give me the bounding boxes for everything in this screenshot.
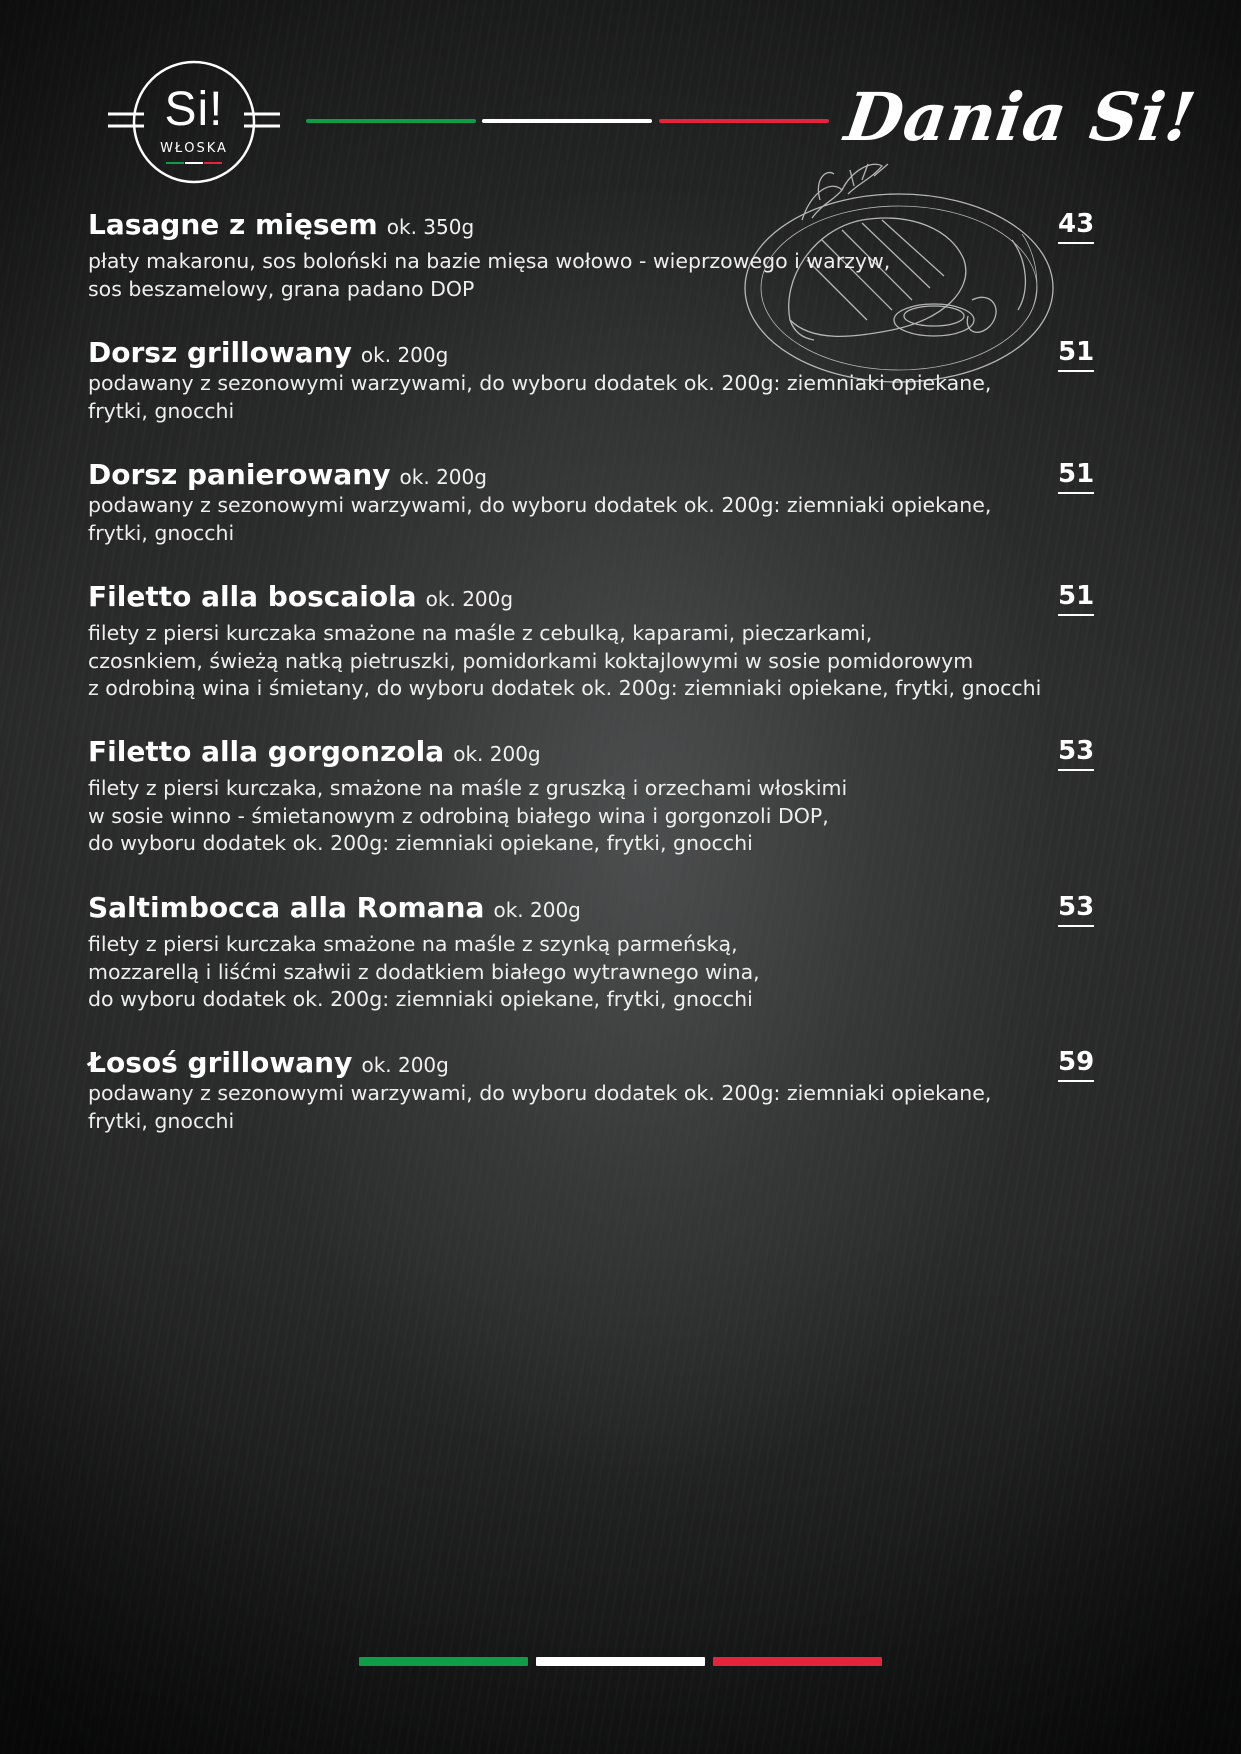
item-price: 53 [1058,891,1094,927]
item-price: 51 [1058,458,1094,494]
item-header [88,735,1088,775]
item-name: Filetto alla gorgonzola [88,735,445,768]
item-header [88,336,1088,370]
item-price: 43 [1058,208,1094,244]
header-flag-red [659,119,829,123]
logo-subtext: WŁOSKA [160,141,228,156]
item-weight: ok. 200g [425,587,514,611]
item-price: 51 [1058,580,1094,616]
menu-item [88,891,1095,1014]
menu-item [88,580,1095,703]
menu-item [88,336,1095,425]
item-price: 59 [1058,1046,1094,1082]
menu-item [88,735,1095,858]
item-weight: ok. 200g [493,898,581,922]
header-flag-white [482,119,652,123]
item-name: Dorsz panierowany [88,458,391,491]
item-price: 53 [1058,735,1094,771]
item-weight: ok. 200g [361,1053,449,1077]
item-description: podawany z sezonowymi warzywami, do wyboru dodatek ok. 200g: ziemniaki opiekane, frytki, gnocchi [88,1081,992,1133]
item-weight: ok. 200g [360,343,449,367]
item-header [88,580,1088,620]
item-header [88,891,1088,931]
menu-item [88,458,1095,547]
item-name: Łosoś grillowany [88,1046,353,1079]
item-name: Saltimbocca alla Romana [88,891,485,924]
item-header [88,208,1088,248]
item-header [88,1046,1088,1080]
item-name: Lasagne z mięsem [88,208,378,241]
logo-text: Si! [164,83,224,136]
item-name: Filetto alla boscaiola [88,580,417,613]
item-description: filety z piersi kurczaka smażone na maśle z szynką parmeńską, mozzarellą i liśćmi szałwii z dodatkiem białego wytrawnego wina, do wyboru dodatek ok. 200g: ziemniaki opiekane, frytki, gnocchi [88,932,760,1011]
item-header [88,458,1088,492]
item-description: podawany z sezonowymi warzywami, do wyboru dodatek ok. 200g: ziemniaki opiekane, frytki, gnocchi [88,493,992,545]
item-weight: ok. 200g [399,465,487,489]
item-weight: ok. 200g [453,742,541,766]
footer-flag-red [713,1657,882,1666]
item-weight: ok. 350g [386,215,475,239]
item-price: 51 [1058,336,1094,372]
page-title: Dania Si! [840,78,1201,156]
item-name: Dorsz grillowany [88,336,352,369]
footer-flag-green [359,1657,528,1666]
item-description: płaty makaronu, sos boloński na bazie mięsa wołowo - wieprzowego i warzyw, sos beszamelowy, grana padano DOP [88,249,891,301]
item-description: filety z piersi kurczaka, smażone na maśle z gruszką i orzechami włoskimi w sosie winno - śmietanowym z odrobiną białego wina i gorgonzoli DOP, do wyboru dodatek ok. 200g: ziemniaki opiekane, frytki, gnocchi [88,776,848,855]
si-wloska-logo-icon [104,56,284,188]
menu-item [88,1046,1095,1135]
footer-flag-white [536,1657,705,1666]
item-description: podawany z sezonowymi warzywami, do wyboru dodatek ok. 200g: ziemniaki opiekane, frytki, gnocchi [88,371,992,423]
menu-item [88,208,1095,303]
item-description: filety z piersi kurczaka smażone na maśle z cebulką, kaparami, pieczarkami, czosnkiem, świeżą natką pietruszki, pomidorkami koktajlowymi w sosie pomidorowym z odrobiną wina i śmietany, do wyboru dodatek ok. 200g: ziemniaki opiekane, frytki, gnocchi [88,621,1042,700]
header-flag-green [306,119,476,123]
